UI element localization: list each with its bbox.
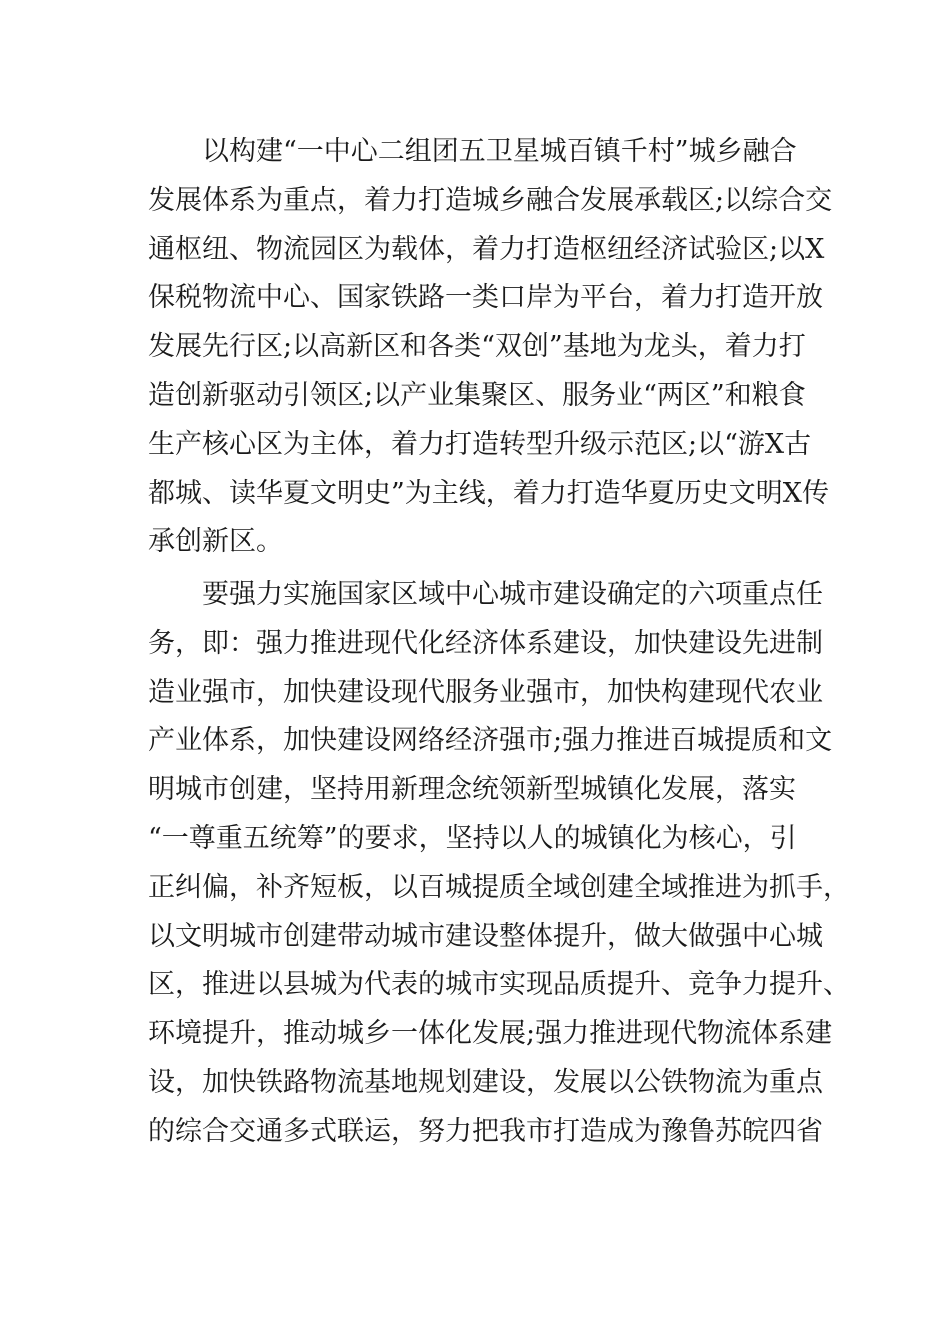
text-line: 生产核心区为主体，着力打造转型升级示范区;以“游X古 (148, 428, 812, 460)
text-line: “一尊重五统筹”的要求，坚持以人的城镇化为核心，引 (148, 822, 797, 854)
text-line: 保税物流中心、国家铁路一类口岸为平台，着力打造开放 (148, 282, 823, 314)
text-line: 造业强市，加快建设现代服务业强市，加快构建现代农业 (148, 676, 823, 708)
text-line: 区，推进以县城为代表的城市实现品质提升、竞争力提升、 (148, 969, 850, 1001)
text-line: 造创新驱动引领区;以产业集聚区、服务业“两区”和粮食 (148, 379, 806, 411)
text-line: 以构建“一中心二组团五卫星城百镇千村”城乡融合 (202, 136, 797, 167)
paragraph-1 (148, 128, 833, 567)
text-line: 产业体系，加快建设网络经济强市;强力推进百城提质和文 (148, 725, 833, 757)
text-line: 以文明城市创建带动城市建设整体提升，做大做强中心城 (148, 920, 823, 952)
paragraph-2 (148, 571, 850, 1157)
text-line: 明城市创建，坚持用新理念统领新型城镇化发展，落实 (148, 774, 796, 806)
text-line: 的综合交通多式联运，努力把我市打造成为豫鲁苏皖四省 (148, 1115, 823, 1147)
text-line: 环境提升，推动城乡一体化发展;强力推进现代物流体系建 (148, 1018, 833, 1050)
text-line: 发展先行区;以高新区和各类“双创”基地为龙头，着力打 (148, 331, 806, 363)
text-line: 通枢纽、物流园区为载体，着力打造枢纽经济试验区;以X (148, 233, 825, 265)
text-line: 发展体系为重点，着力打造城乡融合发展承载区;以综合交 (148, 184, 833, 216)
text-line: 承创新区。 (148, 526, 283, 558)
text-line: 设，加快铁路物流基地规划建设，发展以公铁物流为重点 (148, 1066, 823, 1098)
text-line: 正纠偏，补齐短板，以百城提质全域创建全域推进为抓手， (148, 871, 850, 903)
text-line: 都城、读华夏文明史”为主线，着力打造华夏历史文明X传 (148, 477, 830, 509)
text-line: 要强力实施国家区域中心城市建设确定的六项重点任 (202, 579, 823, 610)
text-line: 务，即：强力推进现代化经济体系建设，加快建设先进制 (148, 627, 823, 659)
